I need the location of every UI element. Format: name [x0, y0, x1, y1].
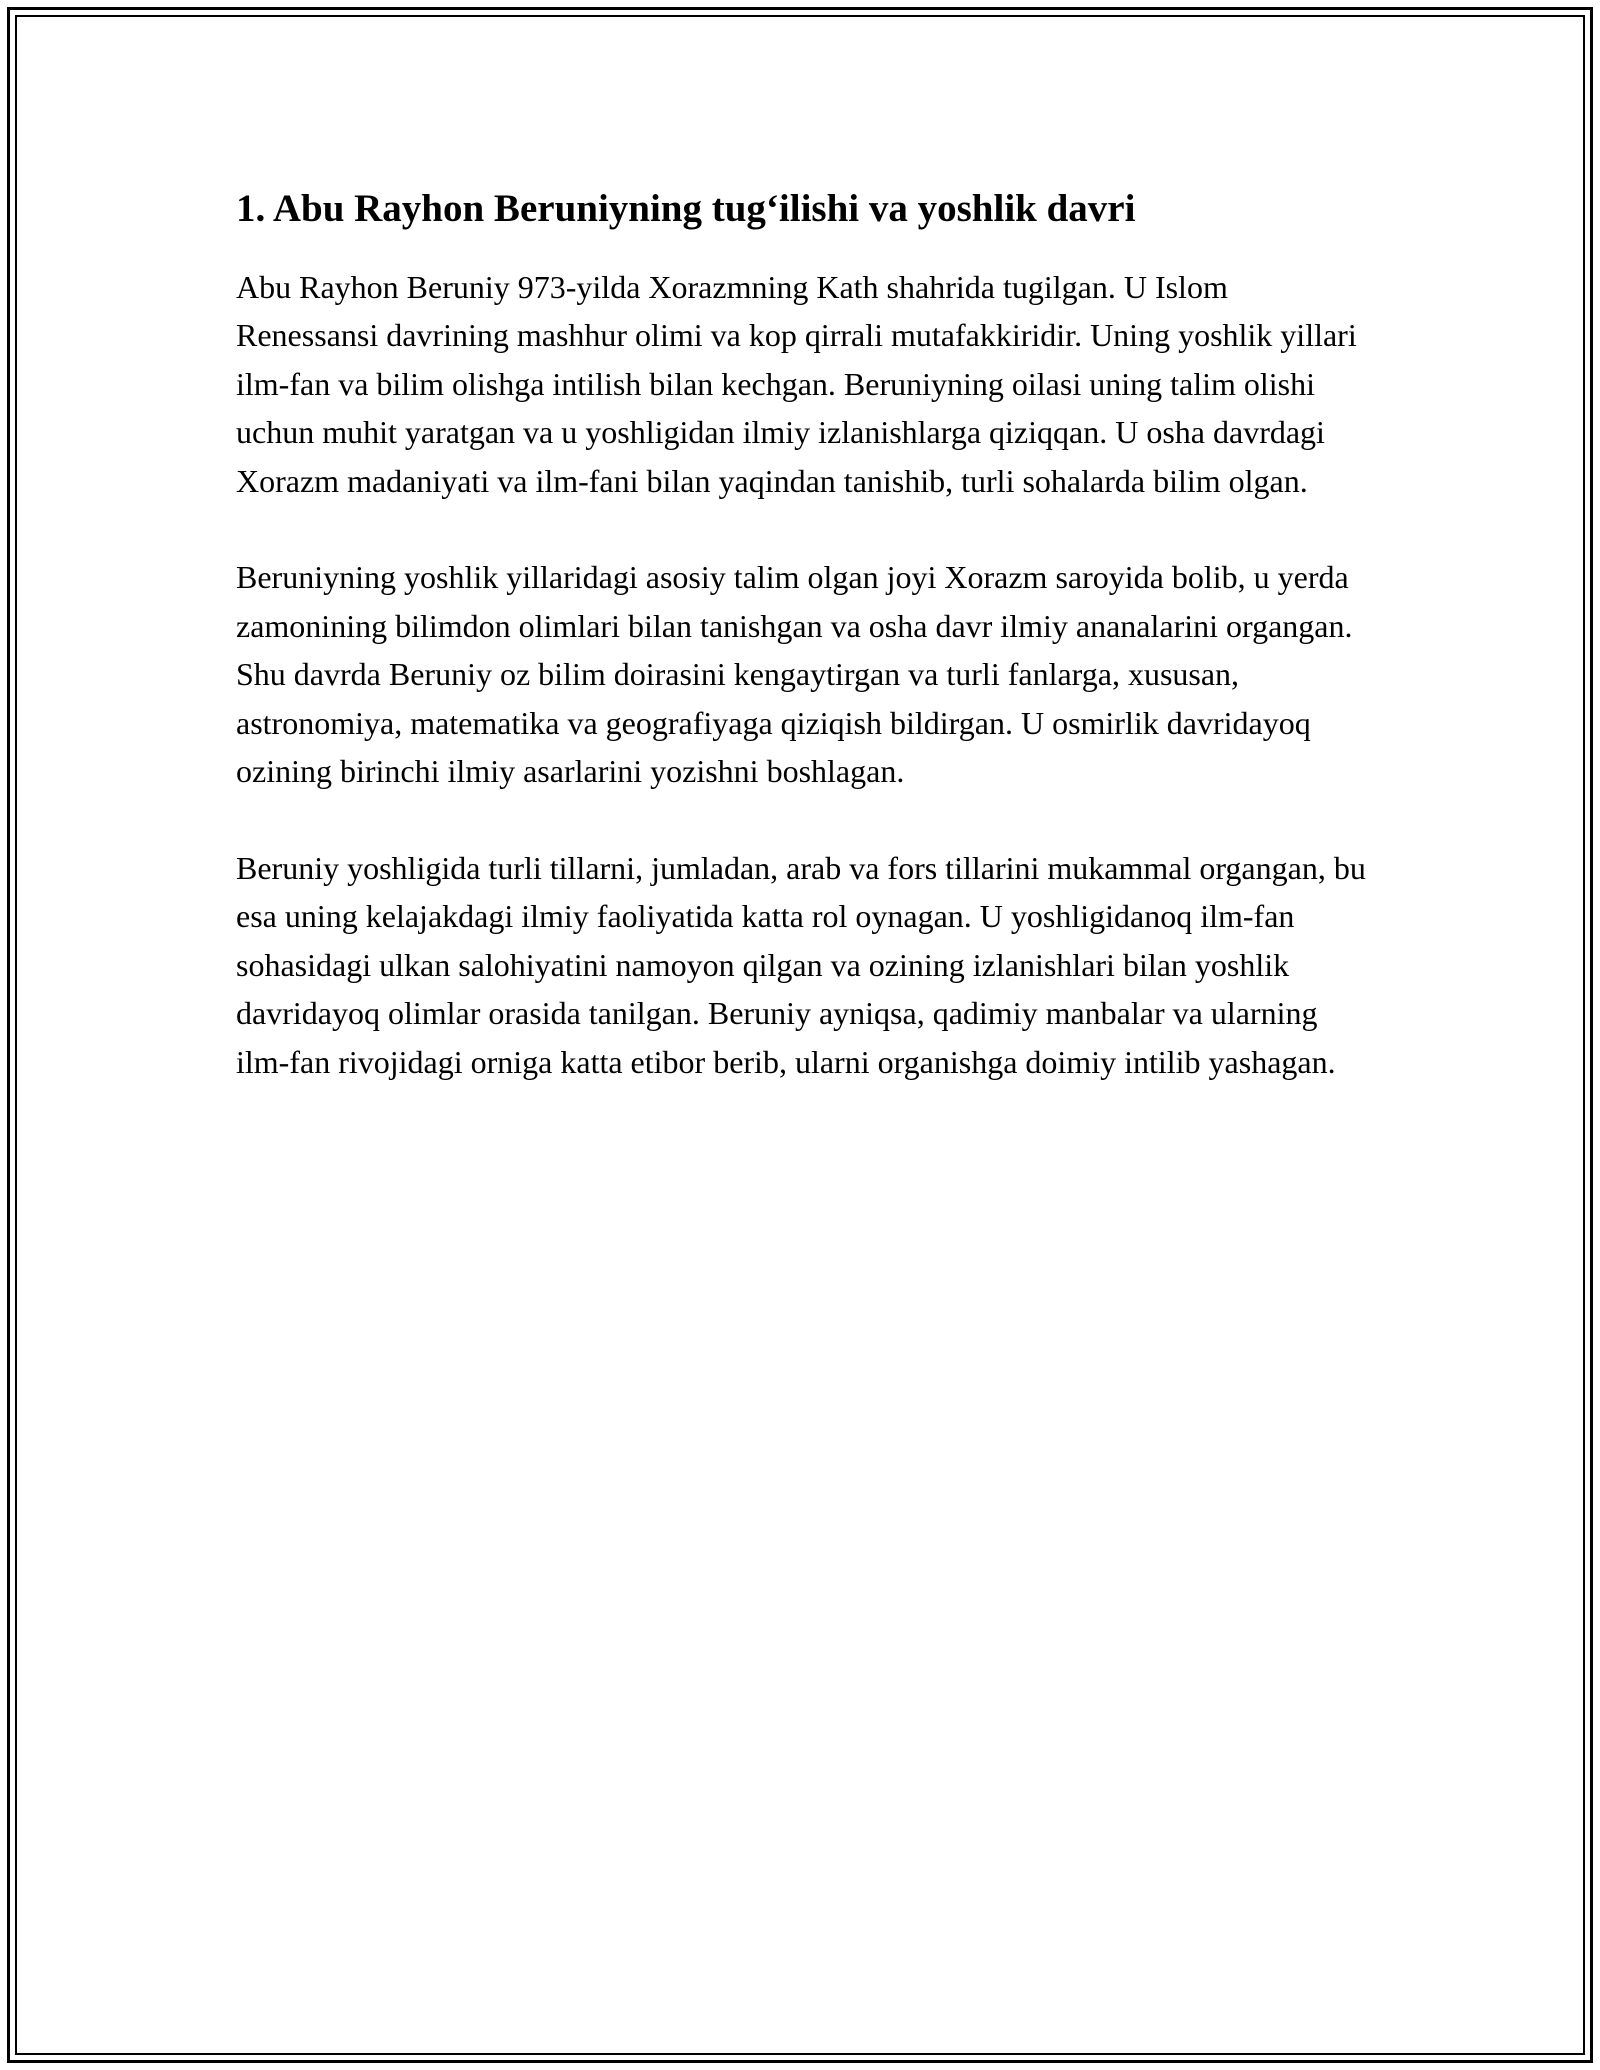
- paragraph-1: Abu Rayhon Beruniy 973-yilda Xorazmning Kath shahrida tugilgan. U Islom Renessansi davrining mashhur olimi va kop qirrali mutafakkiridir. Uning yoshlik yillari ilm-fan va bilim olishga intilish bilan kechgan. Beruniyning oilasi uning talim olishi uchun muhit yaratgan va u yoshligidan ilmiy izlanishlarga qiziqqan. U osha davrdagi Xorazm madaniyati va ilm-fani bilan yaqindan tanishib, turli sohalarda bilim olgan.: [236, 268, 1357, 499]
- section-heading: 1. Abu Rayhon Beruniyning tug‘ilishi va yoshlik davri: [236, 187, 1136, 230]
- document-body: [236, 186, 1366, 1134]
- paragraph-2: Beruniyning yoshlik yillaridagi asosiy talim olgan joyi Xorazm saroyida bolib, u yerda zamonining bilimdon olimlari bilan tanishgan va osha davr ilmiy ananalarini organgan. Shu davrda Beruniy oz bilim doirasini kengaytirgan va turli fanlarga, xususan, astronomiya, matematika va geografiyaga qiziqish bildirgan. U osmirlik davridayoq ozining birinchi ilmiy asarlarini yozishni boshlagan.: [236, 559, 1353, 790]
- paragraph-3: Beruniy yoshligida turli tillarni, jumladan, arab va fors tillarini mukammal organgan, bu esa uning kelajakdagi ilmiy faoliyatida katta rol oynagan. U yoshligidanoq ilm-fan sohasidagi ulkan salohiyatini namoyon qilgan va ozining izlanishlari bilan yoshlik davridayoq olimlar orasida tanilgan. Beruniy ayniqsa, qadimiy manbalar va ularning ilm-fan rivojidagi orniga katta etibor berib, ularni organishga doimiy intilib yashagan.: [236, 849, 1366, 1080]
